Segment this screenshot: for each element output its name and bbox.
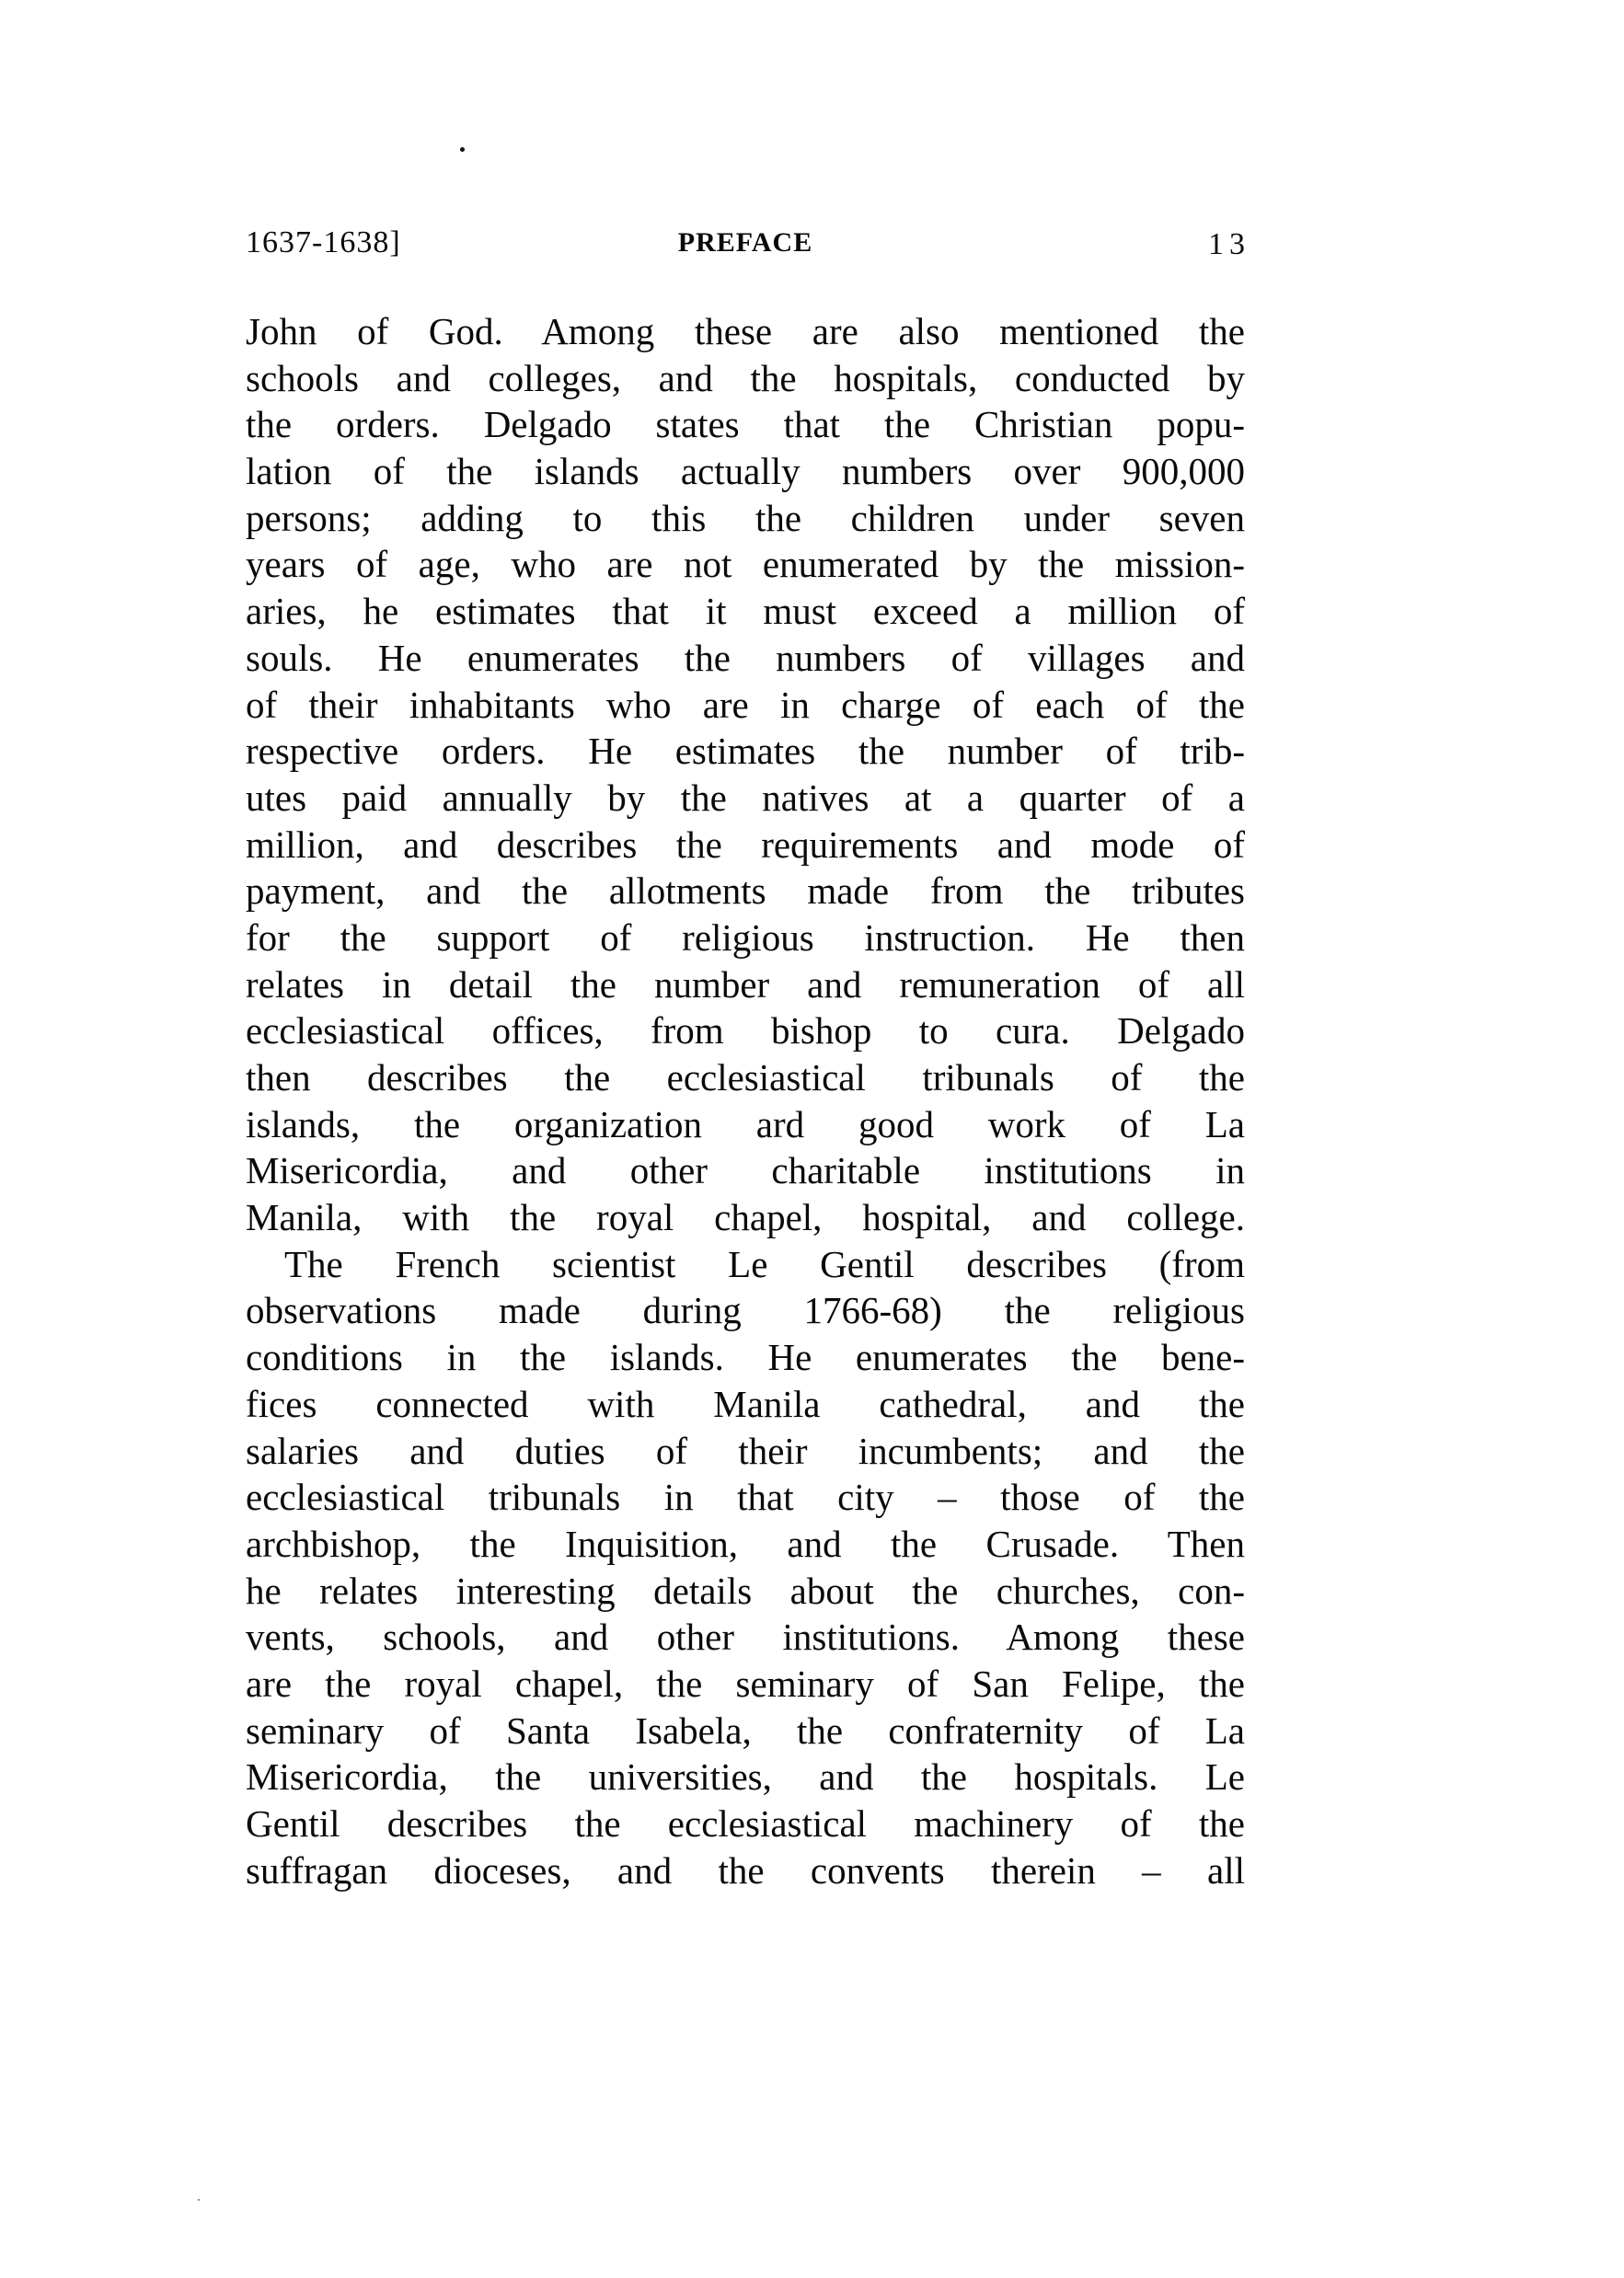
text-line: ecclesiastical offices, from bishop to cura. Delgado — [246, 1009, 1245, 1053]
text-line: lation of the islands actually numbers over 900,000 — [246, 450, 1245, 493]
running-head-section-title: PREFACE — [677, 227, 813, 258]
text-line: Misericordia, the universities, and the hospitals. Le — [246, 1755, 1245, 1799]
text-line: observations made during 1766-68) the religious — [246, 1289, 1245, 1332]
running-head — [246, 224, 1250, 261]
text-line: vents, schools, and other institutions. Among these — [246, 1616, 1245, 1659]
text-line: Gentil describes the ecclesiastical machinery of the — [246, 1802, 1245, 1845]
text-line: of their inhabitants who are in charge of each of the — [246, 683, 1245, 726]
text-line: conditions in the islands. He enumerates the bene- — [246, 1336, 1245, 1379]
text-line: seminary of Santa Isabela, the confraternity of La — [246, 1708, 1245, 1752]
text-line: the orders. Delgado states that the Christian popu- — [246, 403, 1245, 446]
print-speck — [198, 2199, 200, 2201]
paragraph-2 — [246, 1241, 1245, 1894]
paragraph-1 — [246, 308, 1245, 1241]
text-line: salaries and duties of their incumbents; and the — [246, 1429, 1245, 1472]
body-text — [246, 308, 1245, 1893]
page-number: 13 — [1208, 227, 1250, 261]
text-line: Manila, with the royal chapel, hospital, and college. — [246, 1196, 1245, 1239]
text-line: suffragan dioceses, and the convents therein – all — [246, 1848, 1245, 1892]
text-line: archbishop, the Inquisition, and the Crusade. Then — [246, 1522, 1245, 1565]
print-speck — [460, 147, 465, 152]
text-line: ecclesiastical tribunals in that city – those of the — [246, 1476, 1245, 1519]
text-line: years of age, who are not enumerated by the mission- — [246, 543, 1245, 586]
text-line: are the royal chapel, the seminary of San Felipe, the — [246, 1662, 1245, 1705]
text-line: persons; adding to this the children under seven — [246, 496, 1245, 539]
text-line: aries, he estimates that it must exceed a million of — [246, 590, 1245, 633]
text-line: relates in detail the number and remuneration of all — [246, 962, 1245, 1006]
text-line: utes paid annually by the natives at a quarter of a — [246, 776, 1245, 819]
text-line: for the support of religious instruction. He then — [246, 915, 1245, 959]
text-line: respective orders. He estimates the number of trib- — [246, 730, 1245, 773]
text-line: he relates interesting details about the churches, con- — [246, 1569, 1245, 1612]
text-line: The French scientist Le Gentil describes (from — [284, 1242, 1245, 1285]
text-line: Misericordia, and other charitable institutions in — [246, 1149, 1245, 1192]
text-line: souls. He enumerates the numbers of villages and — [246, 636, 1245, 679]
text-line: payment, and the allotments made from the tributes — [246, 869, 1245, 913]
running-head-date-range: 1637-1638] — [246, 225, 401, 259]
text-line: John of God. Among these are also mentioned the — [246, 310, 1245, 352]
text-line: islands, the organization ard good work of La — [246, 1102, 1245, 1145]
text-line: then describes the ecclesiastical tribunals of the — [246, 1056, 1245, 1099]
text-line: fices connected with Manila cathedral, and the — [246, 1382, 1245, 1425]
text-line: schools and colleges, and the hospitals, conducted by — [246, 356, 1245, 399]
text-line: million, and describes the requirements and mode of — [246, 823, 1245, 866]
